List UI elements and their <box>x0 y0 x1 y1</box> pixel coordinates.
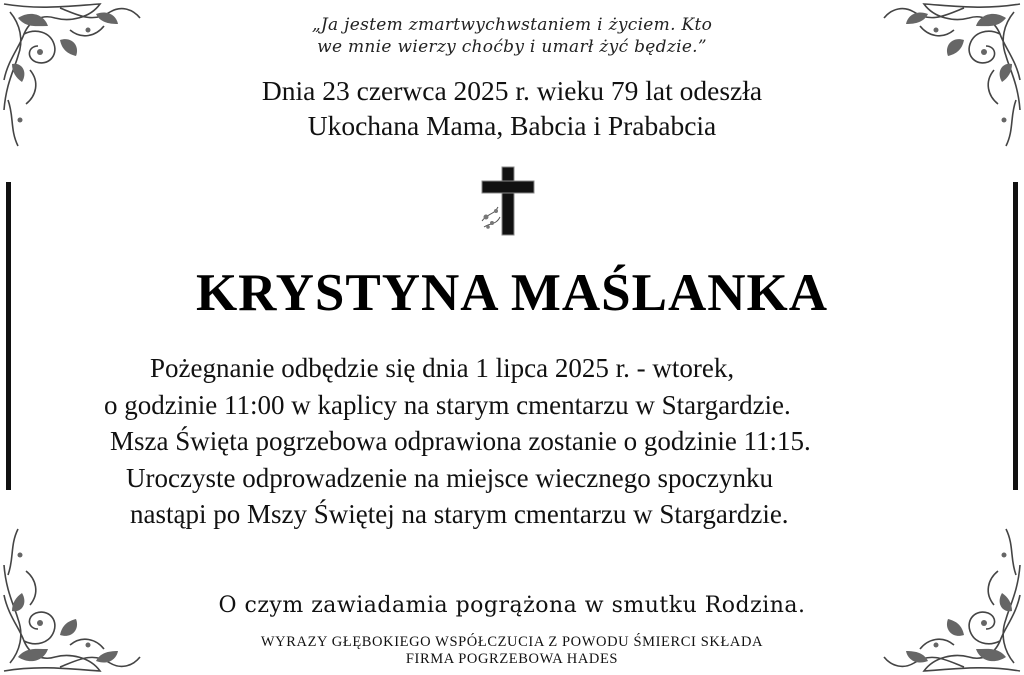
details-line-3: Msza Święta pogrzebowa odprawiona zostanie o godzinie 11:15. <box>110 426 811 456</box>
intro-line-1: Dnia 23 czerwca 2025 r. wieku 79 lat odeszła <box>261 75 763 106</box>
right-border-bar <box>1013 182 1018 490</box>
cross-icon <box>476 165 540 237</box>
bible-quote <box>0 14 1024 58</box>
quote-line-2: we mnie wierzy choćby i umarł żyć będzie.” <box>317 37 707 57</box>
details-line-4: Uroczyste odprowadzenie na miejsce wiecznego spoczynku <box>126 462 773 493</box>
condolence-line-1: WYRAZY GŁĘBOKIEGO WSPÓŁCZUCIA Z POWODU ŚMIERCI SKŁADA <box>260 634 764 650</box>
family-notice: O czym zawiadamia pogrążona w smutku Rodzina. <box>218 593 806 618</box>
quote-line-1: „Ja jestem zmartwychwstaniem i życiem. Kto <box>311 15 713 35</box>
funeral-details <box>60 350 1004 533</box>
details-line-1: Pożegnanie odbędzie się dnia 1 lipca 2025 r. - wtorek, <box>150 353 735 383</box>
condolence-note <box>0 634 1024 668</box>
condolence-line-2: FIRMA POGRZEBOWA HADES <box>405 651 619 667</box>
deceased-name: KRYSTYNA MAŚLANKA <box>195 264 829 322</box>
intro-line-2: Ukochana Mama, Babcia i Prababcia <box>307 110 717 141</box>
left-border-bar <box>6 182 11 490</box>
announcement-intro <box>0 73 1024 143</box>
details-line-5: nastąpi po Mszy Świętej na starym cmentarzu w Stargardzie. <box>130 499 789 529</box>
details-line-2: o godzinie 11:00 w kaplicy na starym cmentarzu w Stargardzie. <box>104 389 791 420</box>
